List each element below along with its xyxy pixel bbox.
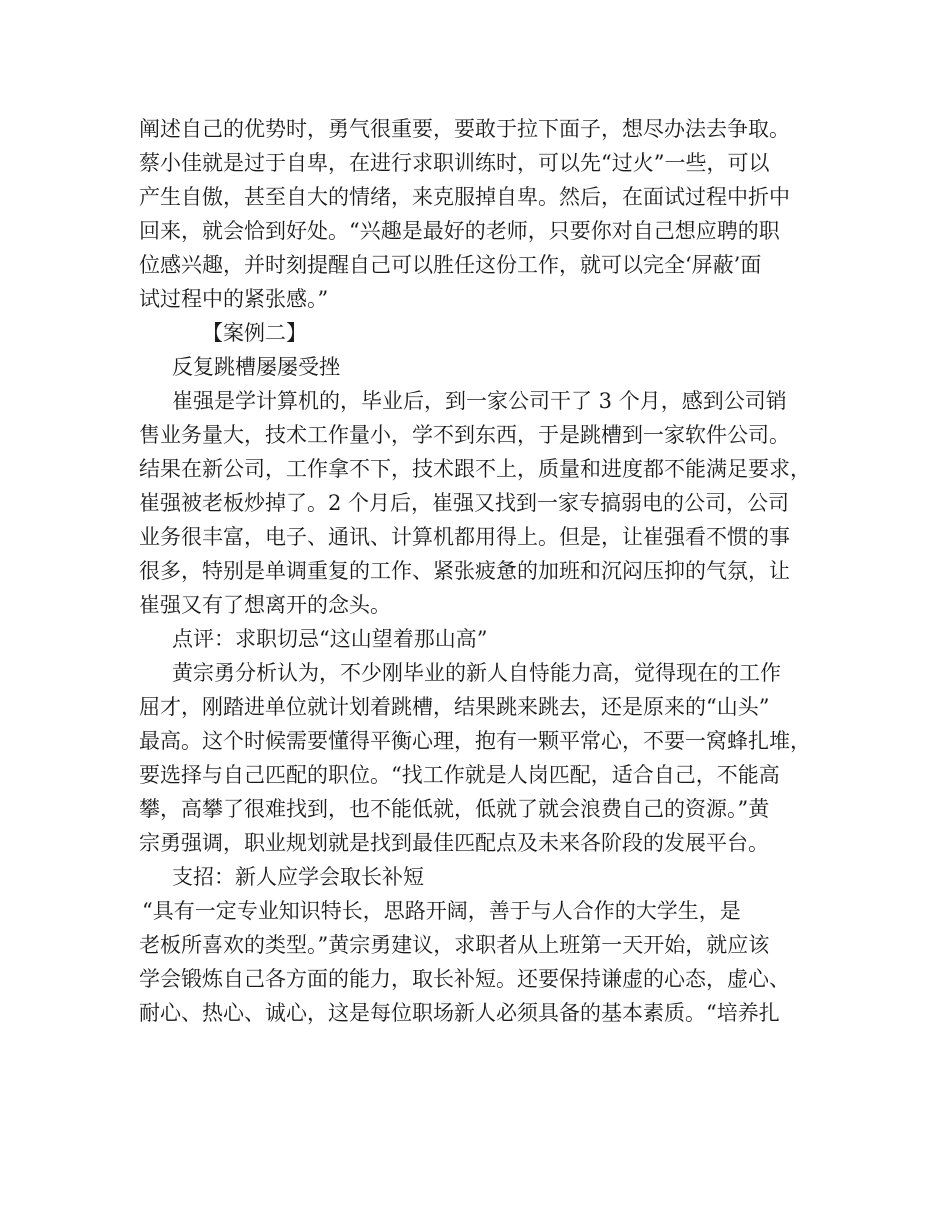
- paragraph-line: 试过程中的紧张感。”: [139, 287, 329, 311]
- paragraph-line: 回来，就会恰到好处。“兴趣是最好的老师，只要你对自己想应聘的职: [139, 219, 780, 243]
- paragraph-line: 学会锻炼自己各方面的能力，取长补短。还要保持谦虚的心态，虚心、: [139, 967, 790, 991]
- paragraph-line: 阐述自己的优势时，勇气很重要，要敢于拉下面子，想尽办法去争取。: [139, 117, 790, 141]
- paragraph-line: 宗勇强调，职业规划就是找到最佳匹配点及未来各阶段的发展平台。: [139, 831, 769, 855]
- paragraph-line: 蔡小佳就是过于自卑，在进行求职训练时，可以先“过火”一些，可以: [139, 151, 770, 175]
- paragraph-line: 屈才，刚踏进单位就计划着跳槽，结果跳来跳去，还是原来的“山头”: [139, 695, 770, 719]
- paragraph-line: 崔强又有了想离开的念头。: [139, 593, 391, 617]
- paragraph-line: 攀，高攀了很难找到，也不能低就，低就了就会浪费自己的资源。”黄: [139, 797, 770, 821]
- section-heading: 【案例二】: [202, 321, 307, 345]
- paragraph-line: 业务很丰富，电子、通讯、计算机都用得上。但是，让崔强看不惯的事: [139, 525, 790, 549]
- document-body: [139, 112, 819, 1030]
- paragraph-line: 最高。这个时候需要懂得平衡心理，抱有一颗平常心，不要一窝蜂扎堆，: [139, 729, 811, 753]
- paragraph-line: 耐心、热心、诚心，这是每位职场新人必须具备的基本素质。“培养扎: [139, 1001, 780, 1025]
- paragraph-line: 位感兴趣，并时刻提醒自己可以胜任这份工作，就可以完全‘屏蔽’面: [139, 253, 762, 277]
- paragraph-line: 要选择与自己匹配的职位。“找工作就是人岗匹配，适合自己，不能高: [139, 763, 780, 787]
- paragraph-line: 崔强是学计算机的，毕业后，到一家公司干了 3 个月，感到公司销: [172, 389, 787, 413]
- comment-heading: 点评：求职切忌“这山望着那山高”: [172, 627, 488, 651]
- tips-heading: 支招：新人应学会取长补短: [172, 865, 424, 889]
- paragraph-line: 售业务量大，技术工作量小，学不到东西，于是跳槽到一家软件公司。: [139, 423, 790, 447]
- paragraph-line: 结果在新公司，工作拿不下，技术跟不上，质量和进度都不能满足要求，: [139, 457, 811, 481]
- paragraph-line: 产生自傲，甚至自大的情绪，来克服掉自卑。然后，在面试过程中折中: [139, 185, 790, 209]
- paragraph-line: 崔强被老板炒掉了。2 个月后，崔强又找到一家专搞弱电的公司，公司: [139, 491, 790, 515]
- paragraph-line: 很多，特别是单调重复的工作、紧张疲惫的加班和沉闷压抑的气氛，让: [139, 559, 790, 583]
- case-title: 反复跳槽屡屡受挫: [172, 355, 340, 379]
- paragraph-line: “具有一定专业知识特长，思路开阔，善于与人合作的大学生，是: [142, 899, 741, 923]
- paragraph-line: 黄宗勇分析认为，不少刚毕业的新人自恃能力高，觉得现在的工作: [172, 661, 781, 685]
- paragraph-line: 老板所喜欢的类型。”黄宗勇建议，求职者从上班第一天开始，就应该: [139, 933, 770, 957]
